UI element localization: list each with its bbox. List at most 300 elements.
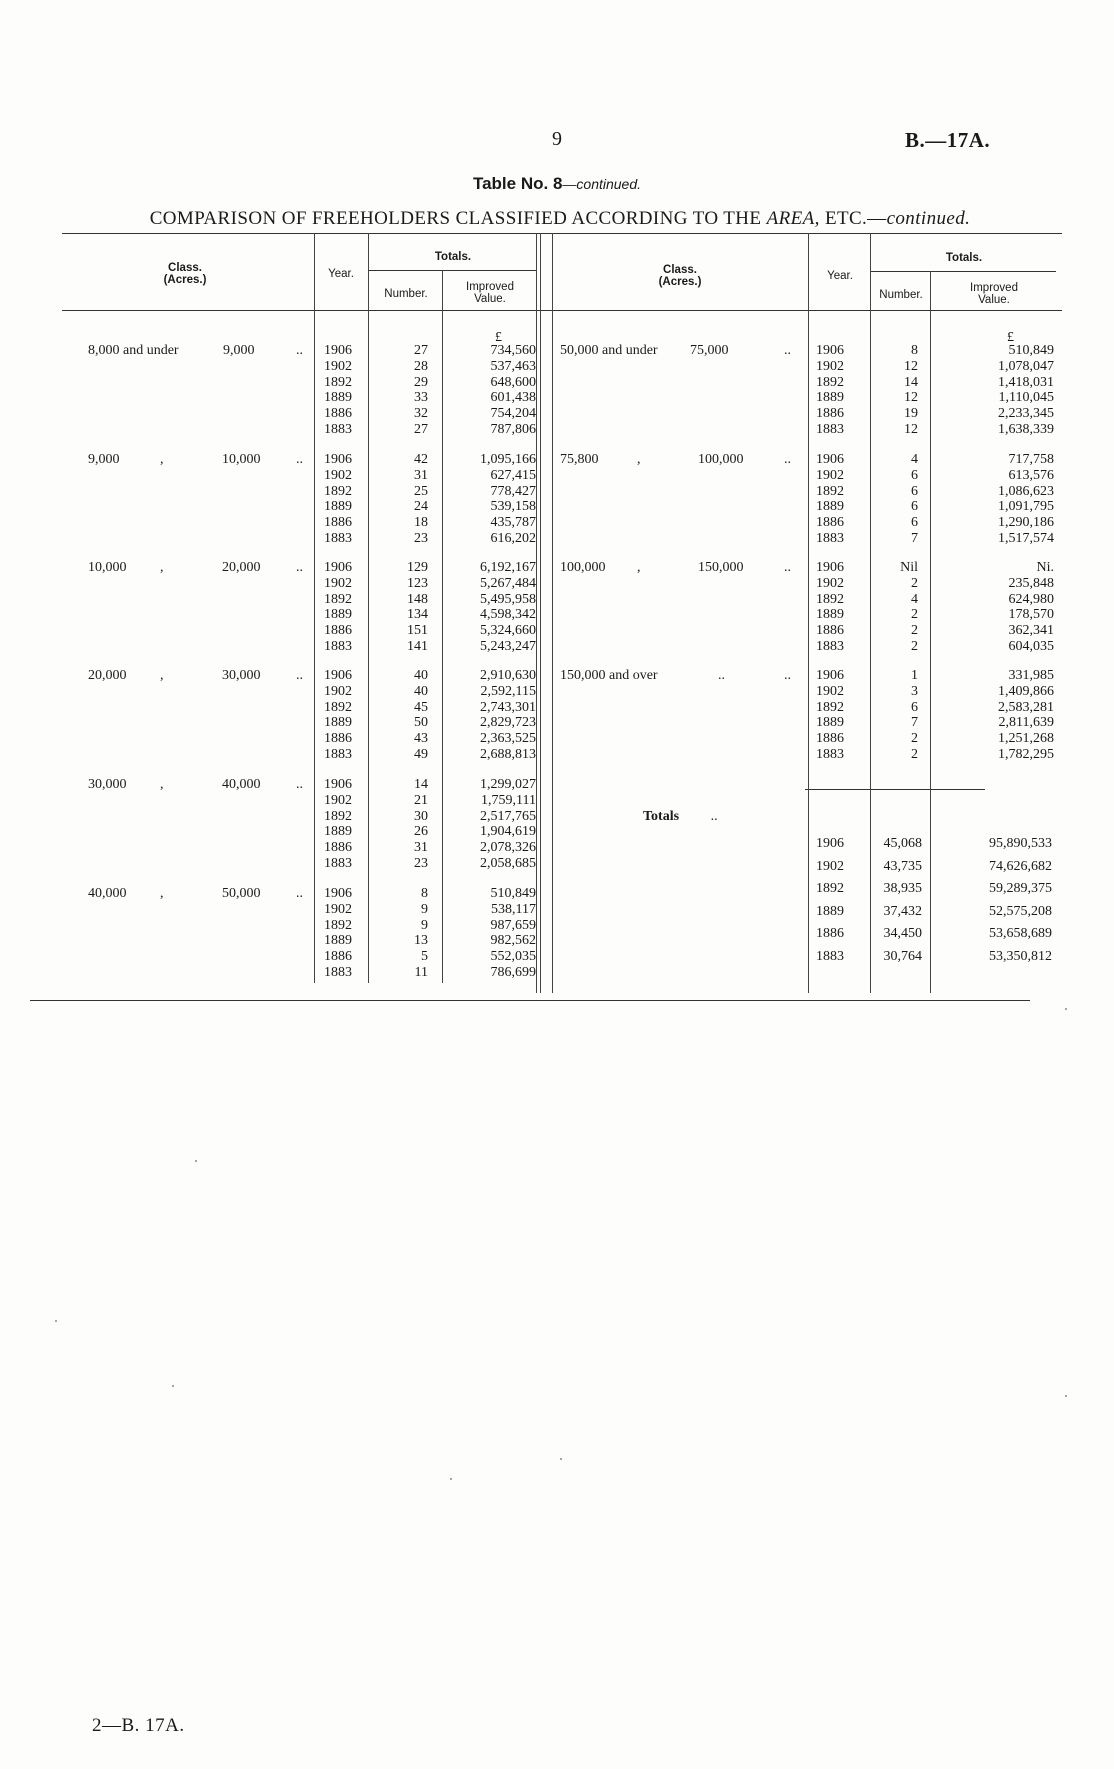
year-cell: 1902	[816, 467, 844, 483]
title-area: AREA,	[766, 208, 820, 229]
value-cell: 5,324,660	[480, 623, 536, 639]
right-year-header: Year.	[827, 270, 853, 282]
number-column	[370, 560, 428, 655]
class-range-from: 30,000	[88, 777, 127, 792]
value-cell: 1,759,111	[481, 792, 536, 808]
number-cell: 14	[904, 374, 918, 390]
number-cell: 49	[414, 746, 428, 762]
value-cell: 2,583,281	[998, 699, 1054, 715]
left-acres-label: (Acres.)	[163, 274, 207, 286]
value-column	[444, 343, 536, 438]
year-column	[816, 452, 860, 547]
number-cell: 4	[911, 452, 918, 467]
value-cell: 1,091,795	[998, 499, 1054, 515]
value-cell: 1,290,186	[998, 515, 1054, 531]
number-cell: 148	[407, 591, 428, 607]
number-cell: 151	[407, 623, 428, 639]
class-range-to: 150,000	[698, 560, 744, 575]
document-reference: B.—17A.	[905, 128, 991, 152]
value-column	[444, 452, 536, 547]
year-cell: 1883	[816, 421, 844, 437]
value-cell: 1,782,295	[998, 746, 1054, 762]
value-column	[934, 560, 1054, 655]
number-cell: 11	[414, 964, 428, 980]
value-cell: 2,078,326	[480, 840, 536, 856]
leader-dots: ..	[296, 343, 303, 358]
number-cell: 8	[911, 343, 918, 358]
value-cell: 178,570	[1008, 607, 1054, 623]
class-range-to: 30,000	[222, 668, 261, 683]
year-column	[324, 668, 368, 763]
value-cell: 1,251,268	[998, 731, 1054, 747]
year-cell: 1906	[324, 777, 352, 792]
number-column	[872, 343, 918, 438]
number-cell: 2	[911, 731, 918, 747]
number-cell: 31	[414, 840, 428, 856]
class-range-to: 40,000	[222, 777, 261, 792]
table-label-text: Table No. 8	[472, 174, 563, 193]
number-column	[370, 668, 428, 763]
year-cell: 1886	[324, 515, 352, 531]
value-cell: 435,787	[490, 515, 536, 531]
left-year-header: Year.	[328, 268, 354, 280]
year-cell: 1889	[816, 715, 844, 731]
number-cell: 6	[911, 483, 918, 499]
class-range-to: ..	[718, 668, 725, 683]
leader-dots: ..	[296, 777, 303, 792]
year-cell: 1892	[816, 699, 844, 715]
value-cell: 2,592,115	[480, 683, 536, 699]
class-range-from: 50,000 and under	[560, 343, 658, 358]
value-cell: 601,438	[490, 390, 536, 406]
value-cell: 1,418,031	[998, 374, 1054, 390]
year-cell: 1906	[816, 343, 844, 358]
value-cell: 5,495,958	[480, 591, 536, 607]
right-year-divider	[808, 233, 809, 993]
value-cell: 1,095,166	[480, 452, 536, 467]
left-number-header: Number.	[384, 288, 428, 300]
scan-speck	[55, 1320, 57, 1322]
totals-value: 95,890,533	[989, 836, 1052, 851]
year-cell: 1906	[324, 343, 352, 358]
right-value-label: Value.	[978, 294, 1010, 306]
number-cell: 32	[414, 406, 428, 422]
year-cell: 1883	[324, 421, 352, 437]
class-range-ditto: ,	[160, 668, 164, 683]
right-totals-header: Totals.	[945, 252, 983, 264]
number-cell: 40	[414, 683, 428, 699]
class-range-ditto: ,	[160, 886, 164, 901]
number-cell: 2	[911, 607, 918, 623]
year-cell: 1892	[324, 699, 352, 715]
value-cell: 2,811,639	[998, 715, 1054, 731]
scan-speck	[1065, 1008, 1067, 1010]
number-cell: 23	[414, 530, 428, 546]
scan-speck	[172, 1385, 174, 1387]
year-column	[324, 343, 368, 438]
number-cell: 7	[911, 530, 918, 546]
totals-year: 1886	[816, 926, 844, 941]
number-cell: 6	[911, 467, 918, 483]
value-cell: 510,849	[1008, 343, 1054, 358]
class-range-ditto: ,	[637, 452, 641, 467]
value-cell: 1,904,619	[480, 824, 536, 840]
value-column	[934, 668, 1054, 763]
table-bottom-rule	[30, 1000, 1030, 1001]
value-cell: 2,910,630	[480, 668, 536, 683]
leader-dots: ..	[784, 343, 791, 358]
number-cell: Nil	[900, 560, 918, 575]
totals-label-text: Totals	[643, 809, 680, 824]
number-column	[370, 886, 428, 981]
number-cell: 21	[414, 792, 428, 808]
number-cell: 129	[407, 560, 428, 575]
number-cell: 12	[904, 358, 918, 374]
year-column	[324, 560, 368, 655]
year-cell: 1886	[324, 949, 352, 965]
right-number-divider	[870, 233, 871, 993]
value-cell: 648,600	[490, 374, 536, 390]
year-cell: 1902	[816, 683, 844, 699]
right-totals-subrule	[870, 271, 1056, 272]
year-cell: 1892	[816, 374, 844, 390]
left-currency-mark: £	[495, 330, 502, 345]
class-range-ditto: ,	[160, 777, 164, 792]
totals-year: 1902	[816, 858, 844, 874]
year-cell: 1902	[324, 358, 352, 374]
value-cell: 1,078,047	[998, 358, 1054, 374]
value-cell: 734,560	[490, 343, 536, 358]
value-cell: 613,576	[1008, 467, 1054, 483]
number-cell: 27	[414, 343, 428, 358]
class-range-from: 10,000	[88, 560, 127, 575]
number-cell: 23	[414, 855, 428, 871]
totals-year: 1892	[816, 881, 844, 896]
number-cell: 13	[414, 933, 428, 949]
year-cell: 1906	[324, 452, 352, 467]
year-cell: 1902	[324, 683, 352, 699]
number-cell: 45	[414, 699, 428, 715]
year-cell: 1906	[324, 560, 352, 575]
number-column	[370, 777, 428, 872]
value-cell: 624,980	[1008, 591, 1054, 607]
year-column	[324, 777, 368, 872]
class-range-from: 20,000	[88, 668, 127, 683]
year-column	[324, 886, 368, 981]
number-cell: 8	[421, 886, 428, 901]
year-cell: 1886	[324, 623, 352, 639]
year-cell: 1902	[324, 792, 352, 808]
year-cell: 1889	[324, 607, 352, 623]
scan-speck	[560, 1458, 562, 1460]
year-column	[324, 452, 368, 547]
number-cell: 27	[414, 421, 428, 437]
value-cell: 2,517,765	[480, 808, 536, 824]
number-cell: 3	[911, 683, 918, 699]
number-cell: 4	[911, 591, 918, 607]
right-value-divider	[930, 271, 931, 993]
year-cell: 1892	[816, 591, 844, 607]
left-number-divider	[368, 233, 369, 983]
value-cell: 604,035	[1008, 638, 1054, 654]
value-cell: 235,848	[1008, 575, 1054, 591]
class-range-to: 100,000	[698, 452, 744, 467]
number-column	[370, 452, 428, 547]
number-cell: 141	[407, 638, 428, 654]
year-cell: 1892	[324, 808, 352, 824]
value-column	[934, 452, 1054, 547]
left-class-header	[130, 262, 240, 286]
year-column	[816, 668, 860, 763]
right-currency-mark: £	[1007, 330, 1014, 345]
year-cell: 1906	[816, 452, 844, 467]
number-cell: 6	[911, 499, 918, 515]
year-cell: 1883	[324, 638, 352, 654]
value-cell: 1,086,623	[998, 483, 1054, 499]
right-number-header: Number.	[879, 289, 923, 301]
year-cell: 1906	[324, 668, 352, 683]
totals-number: 37,432	[883, 903, 922, 919]
class-range-to: 75,000	[690, 343, 729, 358]
left-class-label: Class.	[168, 262, 202, 274]
value-cell: 331,985	[1008, 668, 1054, 683]
value-column	[934, 343, 1054, 438]
class-range-ditto: ,	[160, 452, 164, 467]
number-cell: 2	[911, 746, 918, 762]
class-range-to: 10,000	[222, 452, 261, 467]
leader-dots: ..	[784, 452, 791, 467]
number-column	[872, 668, 918, 763]
scan-speck	[195, 1160, 197, 1162]
value-cell: 616,202	[490, 530, 536, 546]
totals-number: 34,450	[883, 926, 922, 941]
year-cell: 1902	[324, 467, 352, 483]
totals-value: 53,658,689	[989, 926, 1052, 941]
year-cell: 1902	[816, 575, 844, 591]
value-cell: 786,699	[490, 964, 536, 980]
leader-dots: ..	[784, 560, 791, 575]
year-cell: 1886	[816, 731, 844, 747]
number-column	[872, 452, 918, 547]
year-cell: 1883	[816, 746, 844, 762]
class-range-to: 20,000	[222, 560, 261, 575]
value-cell: 510,849	[490, 886, 536, 901]
value-cell: 2,058,685	[480, 855, 536, 871]
number-cell: 2	[911, 575, 918, 591]
year-cell: 1902	[324, 575, 352, 591]
year-cell: 1883	[324, 964, 352, 980]
number-cell: 134	[407, 607, 428, 623]
value-cell: 2,743,301	[480, 699, 536, 715]
year-cell: 1886	[816, 515, 844, 531]
year-cell: 1906	[324, 886, 352, 901]
title-continued: continued.	[886, 208, 971, 229]
number-cell: 9	[421, 901, 428, 917]
totals-number: 45,068	[883, 836, 922, 851]
value-cell: 1,409,866	[998, 683, 1054, 699]
totals-value: 53,350,812	[989, 948, 1052, 964]
title-etc: ETC.—	[824, 208, 887, 229]
left-value-label: Value.	[474, 293, 506, 305]
value-cell: 362,341	[1008, 623, 1054, 639]
table-label	[0, 174, 1114, 194]
value-cell: 4,598,342	[480, 607, 536, 623]
table-label-suffix: —continued.	[562, 176, 642, 192]
left-improved-label: Improved	[466, 281, 514, 293]
year-cell: 1892	[324, 374, 352, 390]
totals-label	[643, 809, 718, 825]
table-title	[70, 208, 1050, 230]
value-cell: 1,299,027	[480, 777, 536, 792]
number-cell: 25	[414, 483, 428, 499]
number-cell: 5	[421, 949, 428, 965]
number-cell: 19	[904, 406, 918, 422]
year-cell: 1886	[324, 840, 352, 856]
value-column	[444, 777, 536, 872]
value-column	[444, 560, 536, 655]
totals-number: 38,935	[883, 881, 922, 896]
number-cell: 2	[911, 638, 918, 654]
number-cell: 1	[911, 668, 918, 683]
number-cell: 28	[414, 358, 428, 374]
number-cell: 50	[414, 715, 428, 731]
number-cell: 43	[414, 731, 428, 747]
class-range-from: 100,000	[560, 560, 606, 575]
class-range-ditto: ,	[160, 560, 164, 575]
year-cell: 1886	[324, 731, 352, 747]
totals-leader-dots: ..	[710, 809, 718, 824]
year-cell: 1889	[324, 390, 352, 406]
totals-value: 74,626,682	[989, 858, 1052, 874]
value-cell: 2,363,525	[480, 731, 536, 747]
number-cell: 6	[911, 699, 918, 715]
number-cell: 9	[421, 917, 428, 933]
value-cell: 539,158	[490, 499, 536, 515]
year-cell: 1902	[816, 358, 844, 374]
center-double-divider-c	[552, 233, 553, 993]
title-main: COMPARISON OF FREEHOLDERS CLASSIFIED ACCORDING TO THE	[149, 208, 762, 229]
class-range-from: 150,000 and over	[560, 668, 658, 683]
left-value-divider	[442, 270, 443, 983]
number-cell: 123	[407, 575, 428, 591]
left-totals-subrule	[368, 270, 536, 271]
year-cell: 1889	[324, 933, 352, 949]
class-range-from: 40,000	[88, 886, 127, 901]
number-cell: 12	[904, 390, 918, 406]
year-cell: 1883	[324, 746, 352, 762]
year-cell: 1889	[816, 499, 844, 515]
class-range-to: 50,000	[222, 886, 261, 901]
right-improved-label: Improved	[970, 282, 1018, 294]
value-cell: 5,267,484	[480, 575, 536, 591]
leader-dots: ..	[296, 452, 303, 467]
totals-year: 1889	[816, 903, 844, 919]
value-cell: 778,427	[490, 483, 536, 499]
year-cell: 1889	[816, 390, 844, 406]
totals-number: 43,735	[883, 858, 922, 874]
value-cell: 1,110,045	[998, 390, 1054, 406]
value-cell: 538,117	[491, 901, 536, 917]
number-cell: 42	[414, 452, 428, 467]
value-cell: 982,562	[490, 933, 536, 949]
value-cell: 2,688,813	[480, 746, 536, 762]
year-column	[816, 343, 860, 438]
value-cell: 987,659	[490, 917, 536, 933]
value-cell: Ni.	[1036, 560, 1054, 575]
totals-separator-rule	[805, 789, 985, 790]
totals-year: 1883	[816, 948, 844, 964]
class-range-to: 9,000	[223, 343, 255, 358]
value-cell: 717,758	[1008, 452, 1054, 467]
totals-year: 1906	[816, 836, 844, 851]
totals-value: 59,289,375	[989, 881, 1052, 896]
value-column	[444, 886, 536, 981]
year-cell: 1883	[816, 530, 844, 546]
number-cell: 26	[414, 824, 428, 840]
value-cell: 2,233,345	[998, 406, 1054, 422]
year-cell: 1906	[816, 560, 844, 575]
right-improved-header	[932, 282, 1056, 306]
year-cell: 1892	[324, 591, 352, 607]
year-cell: 1883	[816, 638, 844, 654]
number-cell: 40	[414, 668, 428, 683]
number-column	[872, 560, 918, 655]
scan-speck	[450, 1478, 452, 1480]
table-top-rule	[62, 233, 1062, 234]
value-cell: 627,415	[490, 467, 536, 483]
center-double-divider-a	[536, 233, 537, 993]
year-cell: 1883	[324, 530, 352, 546]
number-cell: 24	[414, 499, 428, 515]
number-cell: 7	[911, 715, 918, 731]
number-cell: 14	[414, 777, 428, 792]
leader-dots: ..	[296, 886, 303, 901]
footer-signature: 2—B. 17A.	[92, 1715, 185, 1736]
year-cell: 1886	[324, 406, 352, 422]
class-range-from: 8,000 and under	[88, 343, 179, 358]
totals-number: 30,764	[883, 948, 922, 964]
value-cell: 6,192,167	[480, 560, 536, 575]
leader-dots: ..	[296, 668, 303, 683]
value-cell: 1,638,339	[998, 421, 1054, 437]
value-cell: 2,829,723	[480, 715, 536, 731]
number-cell: 33	[414, 390, 428, 406]
number-cell: 30	[414, 808, 428, 824]
left-totals-header: Totals.	[434, 251, 472, 263]
number-cell: 2	[911, 623, 918, 639]
scan-speck	[1065, 1395, 1067, 1397]
year-cell: 1889	[324, 715, 352, 731]
value-column	[444, 668, 536, 763]
right-acres-label: (Acres.)	[658, 276, 702, 288]
number-cell: 6	[911, 515, 918, 531]
value-cell: 787,806	[490, 421, 536, 437]
year-cell: 1906	[816, 668, 844, 683]
totals-value: 52,575,208	[989, 903, 1052, 919]
year-cell: 1886	[816, 623, 844, 639]
number-cell: 18	[414, 515, 428, 531]
year-cell: 1889	[324, 824, 352, 840]
class-range-from: 9,000	[88, 452, 120, 467]
center-double-divider-b	[540, 233, 541, 993]
value-cell: 552,035	[490, 949, 536, 965]
leader-dots: ..	[784, 668, 791, 683]
year-cell: 1889	[324, 499, 352, 515]
year-cell: 1892	[816, 483, 844, 499]
year-cell: 1886	[816, 406, 844, 422]
year-cell: 1902	[324, 901, 352, 917]
year-column	[816, 560, 860, 655]
